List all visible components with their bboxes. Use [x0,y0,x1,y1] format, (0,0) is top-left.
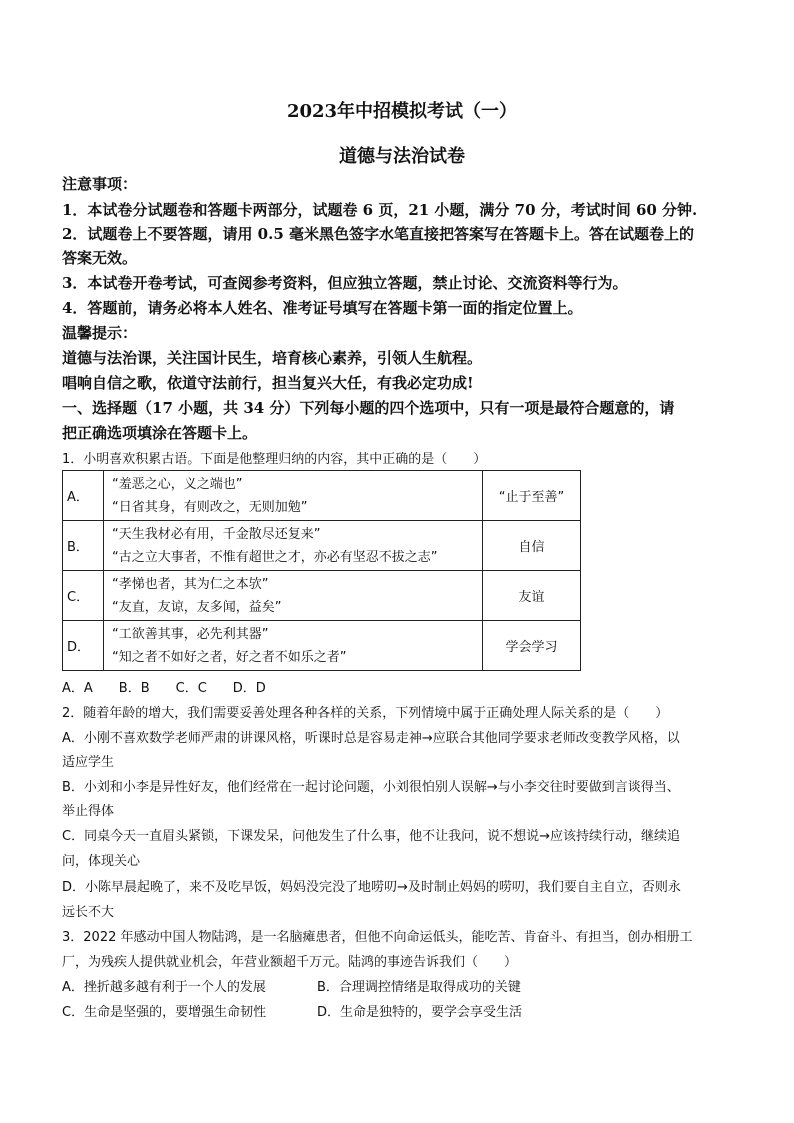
question-2-option: 问，体现关心 [62,854,141,869]
topic-cell: “止于至善” [483,471,581,521]
quote-line: “天生我材必有用，千金散尽还复来” [112,526,321,542]
notice-heading: 注意事项： [62,175,138,193]
tips-line: 唱响自信之歌，依道守法前行，担当复兴大任，有我必定功成! [62,374,474,392]
exam-subtitle: 道德与法治试卷 [339,146,465,167]
notice-item: 1．本试卷分试题卷和答题卡两部分，试题卷 6 页，21 小题，满分 70 分，考试时间 60 分钟. [62,201,698,219]
tips-line: 道德与法治课，关注国计民生，培育核心素养，引领人生航程。 [62,349,483,367]
option-letter: A． [63,471,104,521]
notice-item: 3．本试卷开卷考试，可查阅参考资料，但应独立答题，禁止讨论、交流资料等行为。 [62,274,628,292]
quote-cell [104,571,483,621]
notice-item: 4．答题前，请务必将本人姓名、准考证号填写在答题卡第一面的指定位置上。 [62,299,583,317]
table-row [63,521,581,571]
question-2-option: A．小刚不喜欢数学老师严肃的讲课风格，听课时总是容易走神→应联合其他同学要求老师改变教学风格，以 [62,731,680,746]
exam-title: 2023年中招模拟考试（一） [286,101,518,122]
option-letter: D． [63,621,104,671]
notice-item: 答案无效。 [62,249,138,267]
quote-line: “工欲善其事，必先利其器” [112,626,269,642]
option-letter: B． [63,521,104,571]
tips-heading: 温馨提示： [62,324,138,342]
question-3-option: C．生命是坚强的，要增强生命韧性 [62,1005,267,1020]
quote-line: “孝悌也者，其为仁之本欤” [112,576,269,592]
quote-line: “羞恶之心，义之端也” [112,476,243,492]
question-2-option: 远长不大 [62,905,115,920]
section-heading: 一、选择题（17 小题，共 34 分）下列每小题的四个选项中，只有一项是最符合题意的，请 [62,399,675,417]
question-3-stem: 3．2022 年感动中国人物陆鸿，是一名脑瘫患者，但他不向命运低头，能吃苦、肯奋斗、有担当，创办相册工 [62,930,693,945]
question-2-option: D．小陈早晨起晚了，来不及吃早饭，妈妈没完没了地唠叨→及时制止妈妈的唠叨，我们要自主自立，否则永 [62,880,681,895]
quote-line: “友直，友谅，友多闻，益矣” [112,599,282,615]
question-2-option: B．小刘和小李是异性好友，他们经常在一起讨论问题，小刘很怕别人误解→与小李交往时要做到言谈得当、 [62,780,680,795]
table-row [63,571,581,621]
topic-cell: 自信 [483,521,581,571]
quote-line: “日省其身，有则改之，无则加勉” [112,499,308,515]
notice-item: 2．试题卷上不要答题，请用 0.5 毫米黑色签字水笔直接把答案写在答题卡上。答在试题卷上的 [62,225,694,243]
quote-line: “知之者不如好之者，好之者不如乐之者” [112,649,347,665]
quote-line: “古之立大事者，不惟有超世之才，亦必有坚忍不拔之志” [112,549,438,565]
question-1-choices: A．A B．B C．C D．D [62,681,266,696]
option-letter: C． [63,571,104,621]
topic-cell: 学会学习 [483,621,581,671]
question-2-stem: 2．随着年龄的增大，我们需要妥善处理各种各样的关系，下列情境中属于正确处理人际关系的是（ ） [62,706,669,721]
question-2-option: 举止得体 [62,804,115,819]
question-2-option: 适应学生 [62,755,115,770]
question-3-stem: 厂，为残疾人提供就业机会，年营业额超千万元。陆鸿的事迹告诉我们（ ） [62,955,518,970]
quote-cell [104,471,483,521]
table-row [63,621,581,671]
question-1-stem: 1．小明喜欢积累古语。下面是他整理归纳的内容，其中正确的是（ ） [62,452,487,467]
section-heading: 把正确选项填涂在答题卡上。 [62,424,258,442]
table-row [63,471,581,521]
quote-cell [104,521,483,571]
topic-cell: 友谊 [483,571,581,621]
question-3-option: A．挫折越多越有利于一个人的发展 [62,980,266,995]
quote-cell [104,621,483,671]
question-3-option: B．合理调控情绪是取得成功的关键 [317,980,521,995]
question-2-option: C．同桌今天一直眉头紧锁，下课发呆，问他发生了什么事，他不让我问，说不想说→应该持续行动，继续追 [62,829,680,844]
question-3-option: D．生命是独特的，要学会享受生活 [317,1005,523,1020]
question-1-table [62,470,581,671]
